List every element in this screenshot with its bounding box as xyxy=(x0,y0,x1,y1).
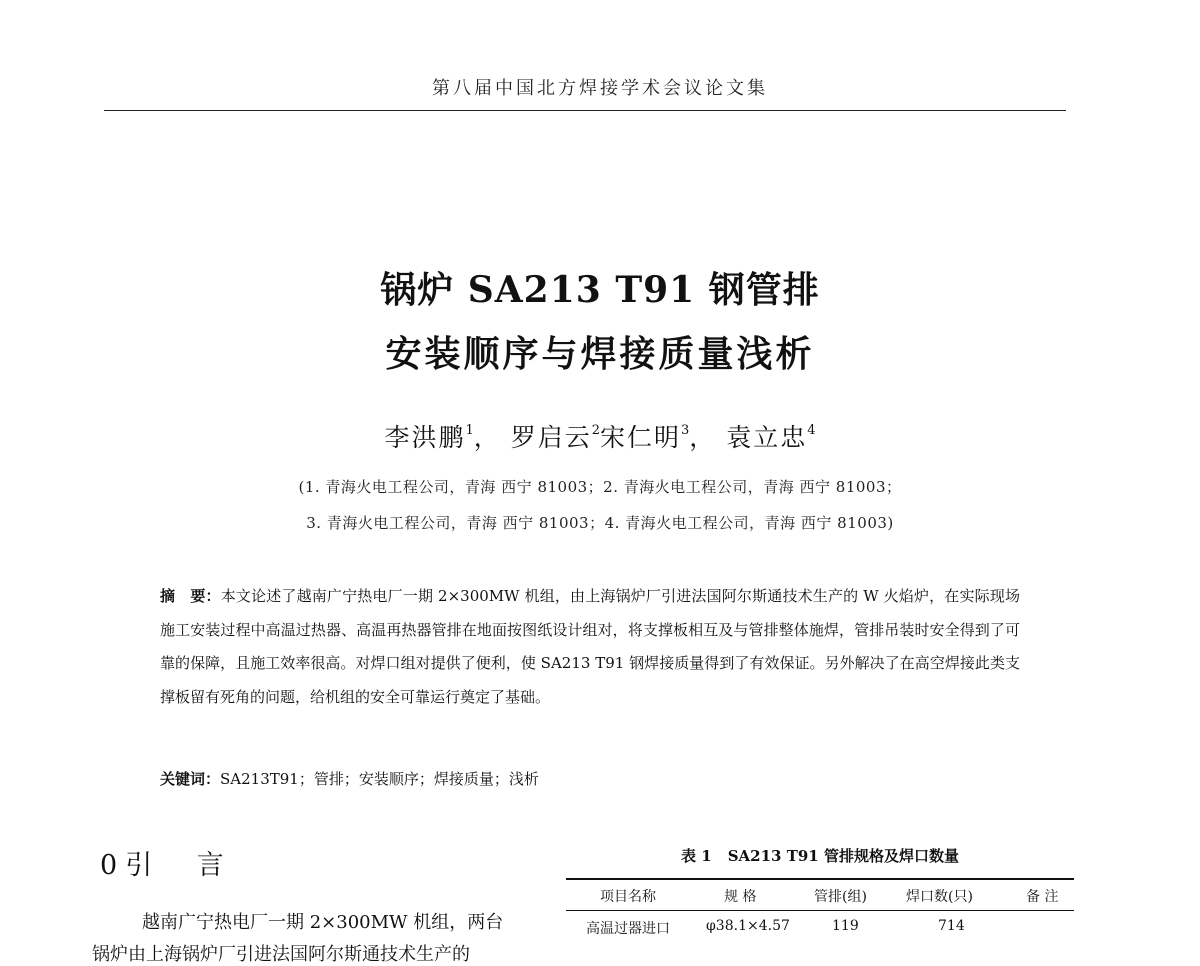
table-cell: 119 xyxy=(832,918,859,934)
body-text-line: 锅炉由上海锅炉厂引进法国阿尔斯通技术生产的 xyxy=(92,944,470,965)
paper-title-line-2: 安装顺序与焊接质量浅析 xyxy=(385,334,815,375)
abstract-label: 摘 要： xyxy=(160,587,221,605)
table-cell: 714 xyxy=(938,918,965,934)
abstract xyxy=(160,580,1020,714)
affiliation-line-2: 3. 青海火电工程公司，青海 西宁 81003；4. 青海火电工程公司，青海 西宁 81003) xyxy=(306,514,894,532)
affiliation-line-1: (1. 青海火电工程公司，青海 西宁 81003；2. 青海火电工程公司，青海 西宁 81003； xyxy=(298,478,902,496)
author-name: 李洪鹏 xyxy=(384,423,466,452)
author-affil-mark: 1 xyxy=(465,423,474,438)
section-title: 引 言 xyxy=(125,850,242,881)
table-top-rule xyxy=(566,878,1074,880)
table-title: SA213 T91 管排规格及焊口数量 xyxy=(727,847,959,865)
table-header-cell: 焊口数(只) xyxy=(906,889,973,905)
author-name: 宋仁明 xyxy=(600,423,682,452)
section-heading xyxy=(100,843,242,882)
keywords-label: 关键词： xyxy=(160,770,221,788)
keywords xyxy=(160,768,1020,789)
author-affil-mark: 2 xyxy=(591,423,600,438)
keywords-text: SA213T91；管排；安装顺序；焊接质量；浅析 xyxy=(220,770,539,788)
author-list xyxy=(0,418,1200,454)
header-rule xyxy=(104,110,1066,111)
abstract-text: 本文论述了越南广宁热电厂一期 2×300MW 机组，由上海锅炉厂引进法国阿尔斯通技术生产的 W 火焰炉，在实际现场施工安装过程中高温过热器、高温再热器管排在地面按图纸设计组对，将支撑板相互及与管排整体施焊，管排吊装时安全得到了可靠的保障，且施工效率很高。对焊口组对提供了便利，使 SA213 T91 钢焊接质量得到了有效保证。另外解决了在高空焊接此类支撑板留有死角的问题，给机组的安全可靠运行奠定了基础。 xyxy=(160,587,1020,706)
section-number: 0 xyxy=(100,850,118,881)
table-header-cell: 备 注 xyxy=(1026,889,1059,905)
table-header-rule xyxy=(566,910,1074,911)
author-affil-mark: 3 xyxy=(681,423,690,438)
author-name: 袁立忠 xyxy=(726,423,808,452)
author-affil-mark: 4 xyxy=(807,423,816,438)
table-cell: 高温过器进口 xyxy=(586,921,670,937)
author-name: 罗启云 xyxy=(510,423,592,452)
table-header-cell: 项目名称 xyxy=(600,889,656,905)
table-caption xyxy=(570,845,1070,866)
table-cell: φ38.1×4.57 xyxy=(706,918,790,934)
table-number: 表 1 xyxy=(681,847,712,865)
body-text-line: 越南广宁热电厂一期 2×300MW 机组，两台 xyxy=(142,912,504,933)
author-separator: ， xyxy=(473,423,501,452)
running-head: 第八届中国北方焊接学术会议论文集 xyxy=(432,78,768,99)
paper-title-line-1: 锅炉 SA213 T91 钢管排 xyxy=(380,269,820,311)
table-header-cell: 管排(组) xyxy=(814,889,867,905)
author-separator: ， xyxy=(689,423,717,452)
table-header-cell: 规 格 xyxy=(724,889,757,905)
